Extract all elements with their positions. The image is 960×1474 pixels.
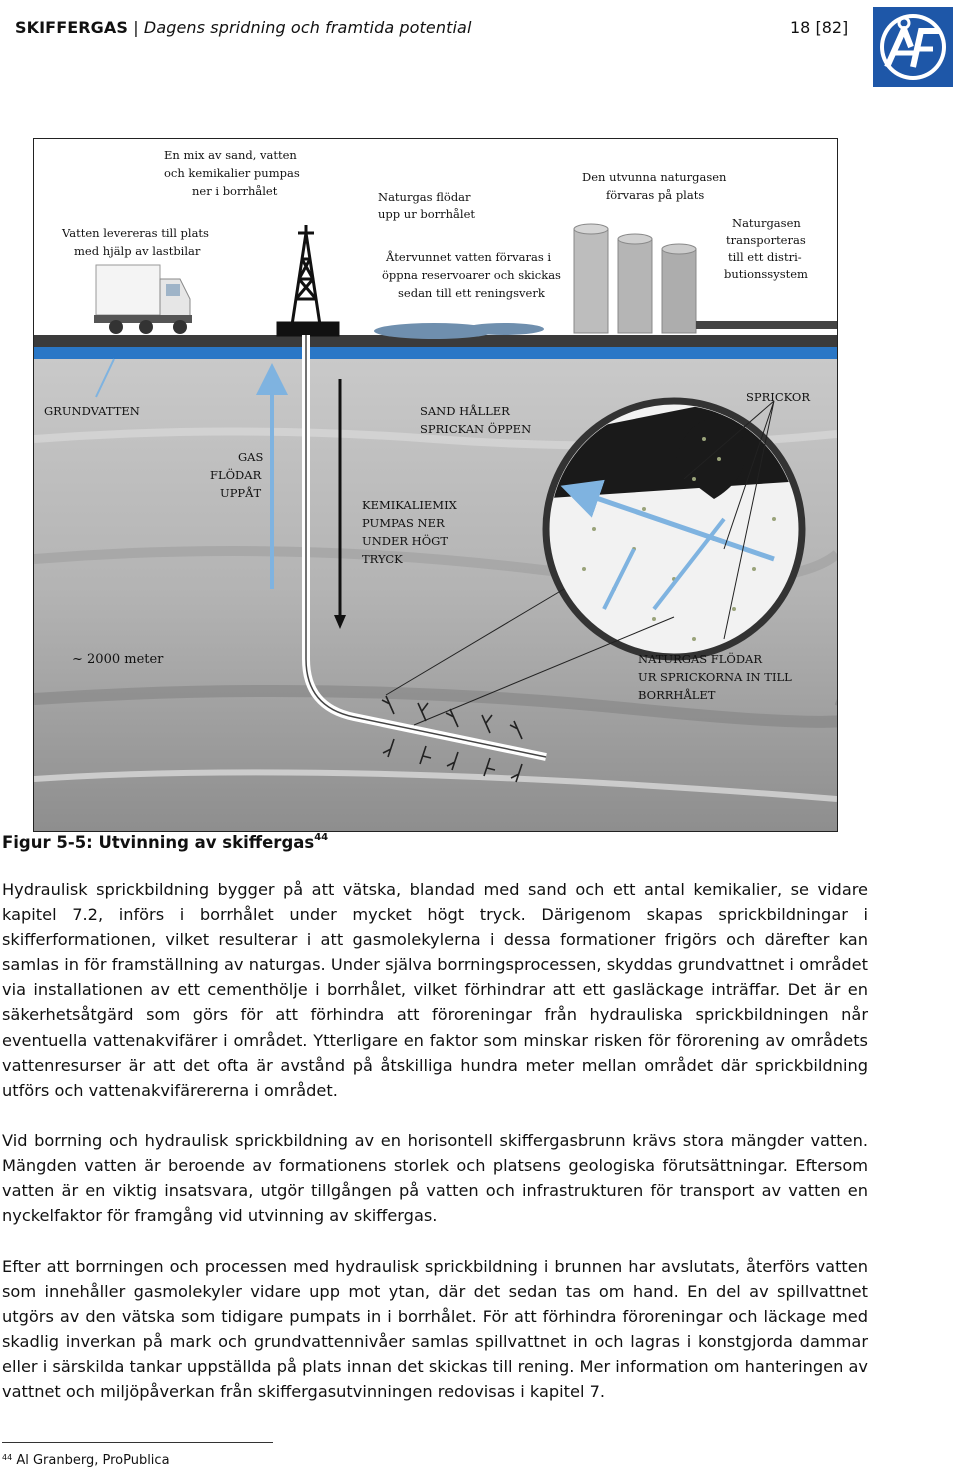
footnote-divider — [2, 1442, 273, 1443]
label-water-1: Vatten levereras till plats — [62, 226, 209, 240]
label-stored-2: förvaras på plats — [606, 188, 705, 202]
label-recycled-3: sedan till ett reningsverk — [398, 286, 545, 300]
label-gasflow-1: GAS — [238, 450, 264, 464]
af-logo — [873, 7, 953, 87]
label-mix-2: och kemikalier pumpas — [164, 166, 300, 180]
shale-gas-figure — [33, 138, 838, 832]
caption-footnote-ref: 44 — [314, 832, 329, 843]
label-ngflow-1: NATURGAS FLÖDAR — [638, 652, 763, 666]
label-transport-4: butionssystem — [724, 267, 808, 281]
paragraph-2: Vid borrning och hydraulisk sprickbildning av en horisontell skiffergasbrunn krävs stora mängder vatten. Mängden vatten är beroende av formationens storlek och platsens geologiska förutsättningar. Eftersom vatten är en viktig insatsvara, utgör tillgången på vatten och infrastrukturen för transport av vatten en nyckelfaktor för framgång vid utvinning av skiffergas. — [2, 1131, 868, 1226]
label-sand-1: SAND HÅLLER — [420, 404, 510, 418]
label-recycled-2: öppna reservoarer och skickas — [382, 268, 561, 282]
page-number: 18 [82] — [790, 18, 849, 37]
label-cracks: SPRICKOR — [746, 390, 810, 404]
label-mix-3: ner i borrhålet — [192, 184, 278, 198]
label-mix-1: En mix av sand, vatten — [164, 148, 297, 162]
label-transport-2: transporteras — [726, 233, 806, 247]
label-gasup-1: Naturgas flödar — [378, 190, 471, 204]
paragraph-3: Efter att borrningen och processen med hydraulisk sprickbildning i brunnen har avslutats, återförs vatten som innehåller gasmolekyler vidare upp mot ytan, där det sedan tas om hand. En del av spillvattnet utgörs av den vätska som tidigare pumpats in i borrhålet. För att förhindra föroreningar och läckage med skadlig inverkan på mark och grundvattennivåer samlas spillvattnet in och lagras i konstgjorda dammar eller i särskilda tankar uppställda på plats innan det skickas till rening. Mer information om hanteringen av vattnet och miljöpåverkan från skiffergasutvinningen redovisas i kapitel 7. — [2, 1257, 868, 1402]
label-sand-2: SPRICKAN ÖPPEN — [420, 422, 532, 436]
header-subtitle: Dagens spridning och framtida potential — [143, 18, 472, 37]
footnote — [2, 1453, 170, 1468]
label-stored-1: Den utvunna naturgasen — [582, 170, 727, 184]
label-recycled-1: Återvunnet vatten förvaras i — [386, 250, 552, 264]
label-chem-4: TRYCK — [362, 552, 403, 566]
label-ngflow-3: BORRHÅLET — [638, 688, 716, 702]
footnote-text: Al Granberg, ProPublica — [16, 1453, 170, 1468]
label-chem-1: KEMIKALIEMIX — [362, 498, 457, 512]
label-gasflow-3: UPPÅT — [220, 486, 262, 500]
figure-caption — [2, 833, 328, 852]
paragraph-1: Hydraulisk sprickbildning bygger på att vätska, blandad med sand och ett antal kemikalier, se vidare kapitel 7.2, införs i borrhålet under mycket högt tryck. Därigenom skapas sprickbildningar i skifferformationen, vilket resulterar i att gasmolekylerna i dessa formationer frigörs och därefter kan samlas in för framställning av naturgas. Under själva borrningsprocessen, skyddas grundvattnet i området via installationen av ett cementhölje i borrhålet, vilket förhindrar att ett gasläckage inträffar. Det är en säkerhetsåtgärd som görs för att förhindra att föroreningar från hydrauliska sprickbildningen når eventuella vattenakvifärer i området. Ytterligare en faktor som minskar risken för förorening av områdets vattenresurser är att det ofta är avstånd på åtskilliga hundra meter mellan området där sprickbildning utförs och vattenakvifärererna i området. — [2, 880, 868, 1100]
label-groundwater: GRUNDVATTEN — [44, 404, 140, 418]
label-depth: ~ 2000 meter — [72, 652, 164, 667]
label-gasflow-2: FLÖDAR — [210, 468, 262, 482]
header-separator: | — [128, 18, 144, 37]
label-chem-3: UNDER HÖGT — [362, 534, 448, 548]
label-water-2: med hjälp av lastbilar — [74, 244, 201, 258]
caption-text: Figur 5-5: Utvinning av skiffergas — [2, 833, 315, 852]
running-header — [15, 18, 472, 37]
label-chem-2: PUMPAS NER — [362, 516, 445, 530]
label-transport-3: till ett distri- — [728, 250, 802, 264]
header-title: SKIFFERGAS — [15, 18, 129, 37]
label-transport-1: Naturgasen — [732, 216, 801, 230]
footnote-number: 44 — [2, 1453, 13, 1462]
label-gasup-2: upp ur borrhålet — [378, 207, 475, 221]
label-ngflow-2: UR SPRICKORNA IN TILL — [638, 670, 792, 684]
